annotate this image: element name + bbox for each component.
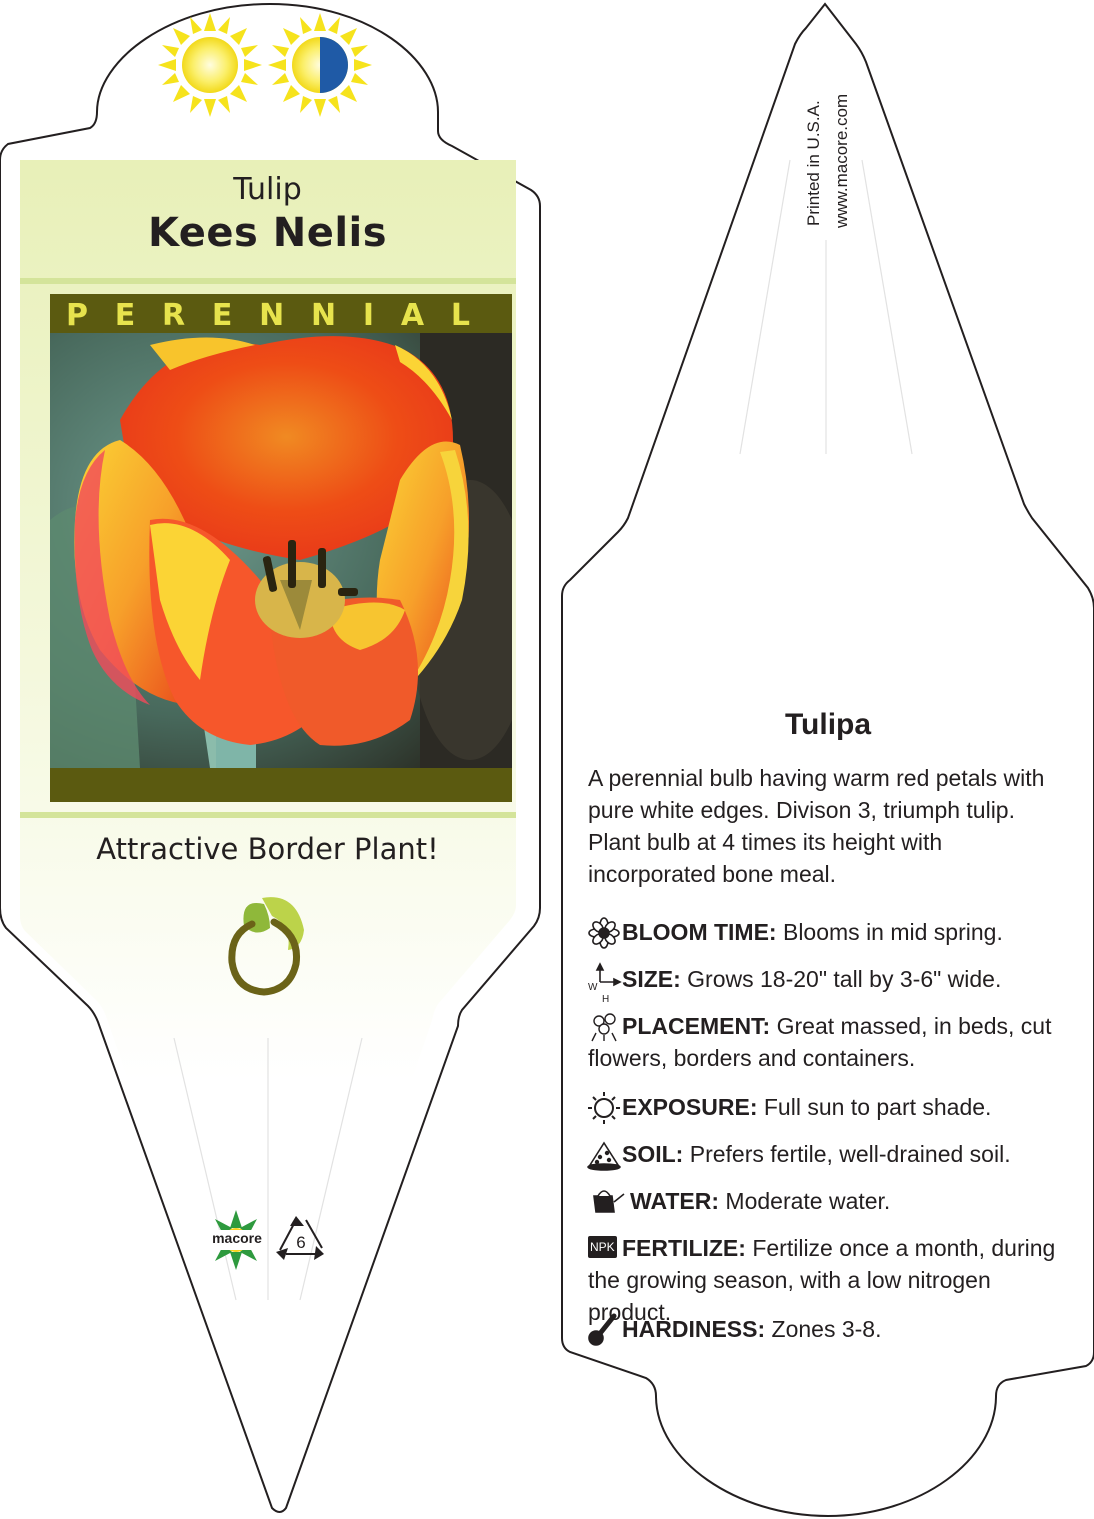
attr-label: BLOOM TIME: [622, 919, 777, 945]
attr-soil [588, 1138, 1058, 1170]
category-letter: N [259, 297, 285, 333]
category-letter: P [66, 297, 88, 333]
attr-water [588, 1185, 1058, 1217]
category-letter: I [362, 297, 375, 333]
attr-value: Blooms in mid spring. [782, 919, 1003, 945]
full-sun-icon [158, 13, 262, 117]
attr-label: EXPOSURE: [622, 1094, 758, 1120]
attr-value: Grows 18-20" tall by 3-6" wide. [687, 966, 1002, 992]
attr-bloom-time [588, 916, 1058, 948]
attr-label: WATER: [630, 1188, 720, 1214]
size-icon-w: W [588, 982, 598, 993]
attr-label: HARDINESS: [622, 1316, 766, 1342]
title-underline [20, 278, 516, 284]
attr-exposure [588, 1091, 1058, 1123]
website: www.macore.com [832, 93, 851, 228]
attr-label: SIZE: [622, 966, 681, 992]
category-letter: L [450, 297, 470, 333]
attr-value: Fertilize once a month, during the growing season, with a low nitrogen product. [588, 1235, 1056, 1325]
attr-hardiness [588, 1313, 1058, 1345]
brand-name: macore [212, 1230, 262, 1246]
category-label [50, 298, 512, 332]
variety-name: Kees Nelis [147, 210, 388, 256]
npk-icon: NPK [588, 1236, 617, 1258]
part-sun-icon [268, 13, 372, 117]
tulip-photo [50, 333, 530, 768]
category-letter: N [311, 297, 337, 333]
botanical-name: Tulipa [784, 708, 872, 741]
attr-value: Moderate water. [725, 1188, 891, 1214]
attr-value: Zones 3-8. [771, 1316, 882, 1342]
common-name: Tulip [233, 172, 302, 207]
category-letter: E [114, 297, 136, 333]
attr-placement [588, 1010, 1058, 1074]
photo-bottom-band [50, 766, 512, 802]
category-letter: A [400, 297, 425, 333]
size-icon-h: H [602, 994, 610, 1005]
photo-underline [20, 812, 516, 818]
attr-value: Great massed, in beds, cut flowers, borders and containers. [588, 1013, 1052, 1071]
category-letter: R [162, 297, 186, 333]
tagline: Attractive Border Plant! [96, 832, 439, 866]
attr-size [588, 963, 1058, 1005]
attr-label: SOIL: [622, 1141, 684, 1167]
recycle-code: 6 [296, 1233, 306, 1252]
plant-description: A perennial bulb having warm red petals with pure white edges. Divison 3, triumph tulip. Plant bulb at 4 times its height with incorporated bone meal. [588, 765, 1045, 887]
attr-value: Prefers fertile, well-drained soil. [689, 1141, 1011, 1167]
attr-value: Full sun to part shade. [763, 1094, 992, 1120]
attr-label: FERTILIZE: [622, 1235, 746, 1261]
printed-in: Printed in U.S.A. [804, 100, 823, 226]
attr-label: PLACEMENT: [622, 1013, 771, 1039]
category-letter: E [211, 297, 233, 333]
